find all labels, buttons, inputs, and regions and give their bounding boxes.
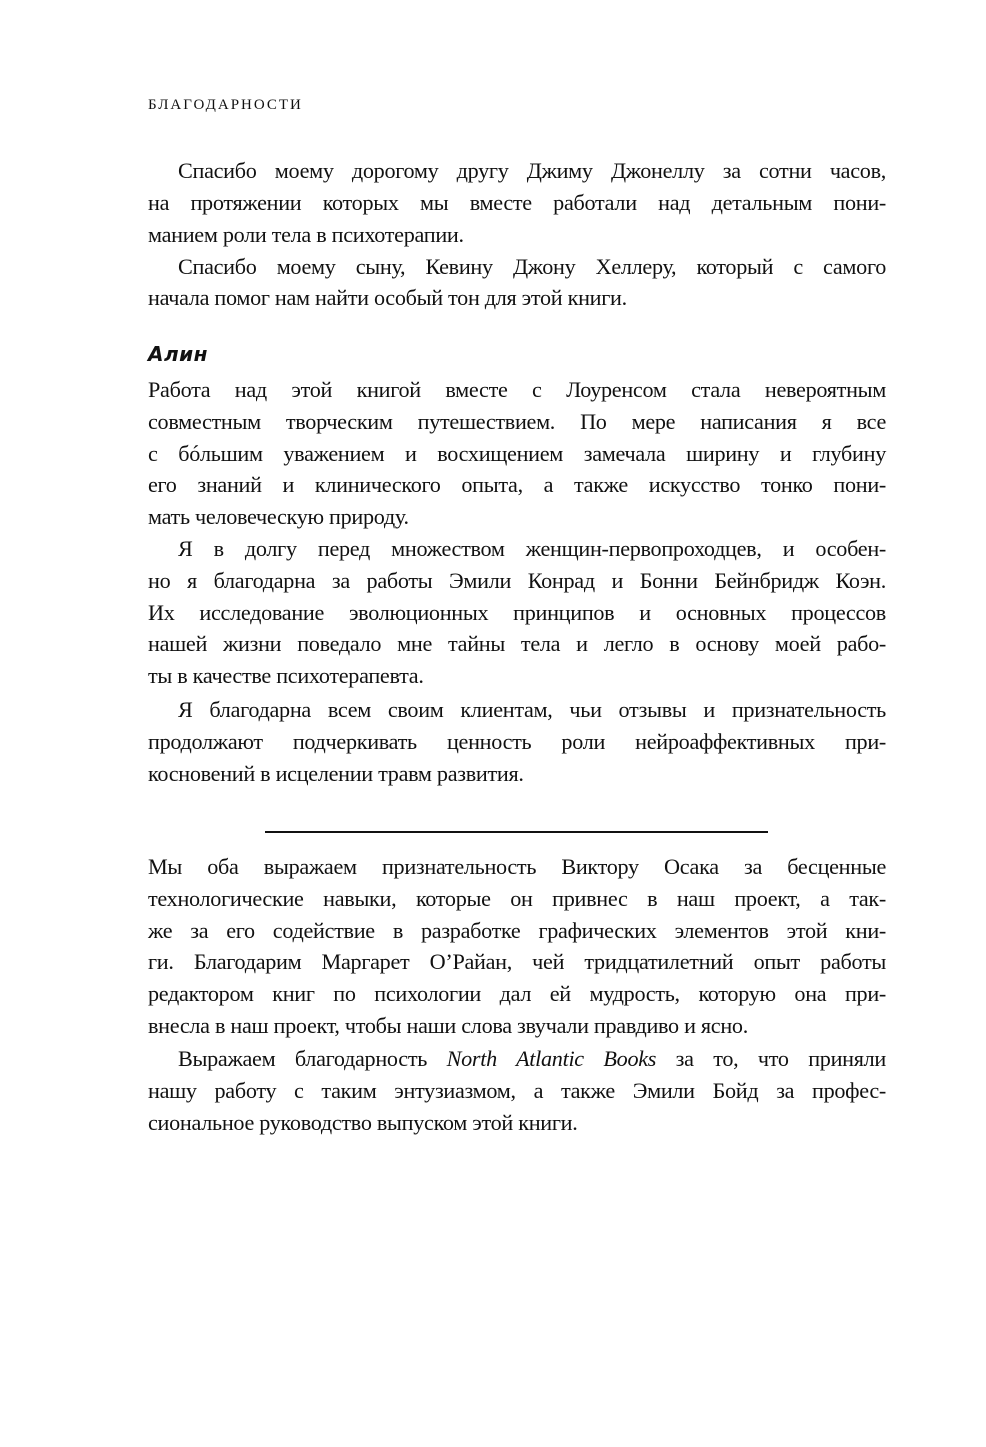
alin-paragraph-1 bbox=[148, 374, 886, 533]
joint-paragraph-2 bbox=[148, 1043, 886, 1138]
joint-paragraph-1 bbox=[148, 851, 886, 1042]
section-heading-alin: Алин bbox=[148, 342, 208, 366]
text-line: совместным творческим путешествием. По мере написания я все bbox=[148, 408, 886, 434]
text-line: ты в качестве психотерапевта. bbox=[148, 663, 424, 689]
intro-paragraph-2 bbox=[148, 251, 886, 315]
text-line: Я в долгу перед множеством женщин-первопроходцев, и особен- bbox=[178, 536, 886, 561]
text-line: Мы оба выражаем признательность Виктору Осака за бесценные bbox=[148, 854, 886, 879]
text-line: на протяжении которых мы вместе работали над детальным пони- bbox=[148, 189, 886, 215]
text-line: с бóльшим уважением и восхищением замечала ширину и глубину bbox=[148, 440, 886, 466]
text-line: Я благодарна всем своим клиентам, чьи отзывы и признательность bbox=[178, 697, 886, 722]
running-head: БЛАГОДАРНОСТИ bbox=[148, 97, 303, 113]
text-line: же за его содействие в разработке графических элементов этой кни- bbox=[148, 917, 886, 943]
text-line: технологические навыки, которые он привнес в наш проект, а так- bbox=[148, 885, 886, 911]
text-line: мать человеческую природу. bbox=[148, 504, 409, 530]
text-line: Спасибо моему сыну, Кевину Джону Хеллеру, который с самого bbox=[178, 253, 886, 279]
text-line: начала помог нам найти особый тон для этой книги. bbox=[148, 285, 627, 311]
alin-paragraph-3 bbox=[148, 694, 886, 789]
alin-paragraph-2 bbox=[148, 533, 886, 692]
publisher-name: North Atlantic Books bbox=[446, 1046, 657, 1071]
text-line: внесла в наш проект, чтобы наши слова звучали правдиво и ясно. bbox=[148, 1012, 748, 1038]
text-line: нашей жизни поведало мне тайны тела и легло в основу моей рабо- bbox=[148, 631, 886, 657]
text-line: Работа над этой книгой вместе с Лоуренсом стала невероятным bbox=[148, 377, 886, 402]
text-line: Спасибо моему дорогому другу Джиму Джонеллу за сотни часов, bbox=[178, 158, 886, 183]
text-line: манием роли тела в психотерапии. bbox=[148, 221, 464, 247]
section-divider bbox=[265, 831, 768, 833]
text-line: косновений в исцелении травм развития. bbox=[148, 760, 524, 786]
text-line bbox=[148, 1043, 886, 1075]
text-line: редактором книг по психологии дал ей мудрость, которую она при- bbox=[148, 981, 886, 1007]
text-line: но я благодарна за работы Эмили Конрад и Бонни Бейнбридж Коэн. bbox=[148, 567, 886, 593]
text-line: сиональное руководство выпуском этой книги. bbox=[148, 1109, 578, 1135]
text-line: Их исследование эволюционных принципов и основных процессов bbox=[148, 599, 886, 625]
text-span: за то, что приняли bbox=[656, 1046, 886, 1071]
text-line: продолжают подчеркивать ценность роли нейроаффективных при- bbox=[148, 728, 886, 754]
text-line: нашу работу с таким энтузиазмом, а также Эмили Бойд за профес- bbox=[148, 1077, 886, 1103]
intro-paragraph-1 bbox=[148, 155, 886, 250]
text-span: Выражаем благодарность bbox=[178, 1046, 447, 1071]
text-line: ги. Благодарим Маргарет О’Райан, чей тридцатилетний опыт работы bbox=[148, 949, 886, 975]
text-line: его знаний и клинического опыта, а также искусство тонко пони- bbox=[148, 472, 886, 498]
